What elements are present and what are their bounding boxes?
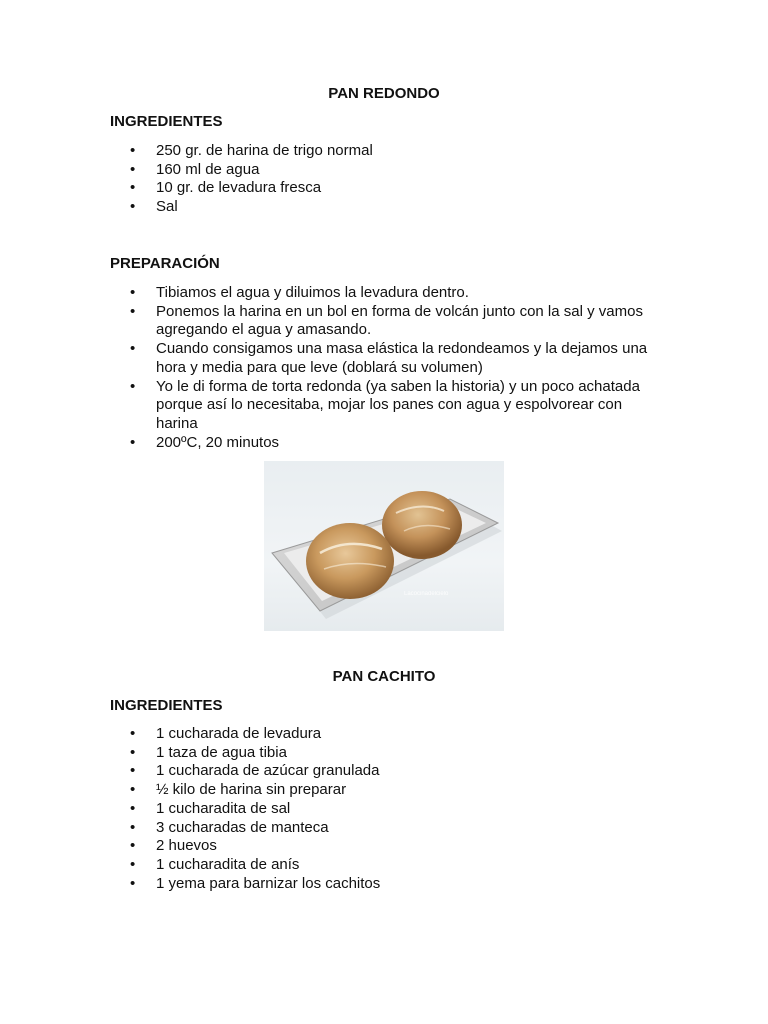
- list-item: • 250 gr. de harina de trigo normal: [130, 142, 650, 161]
- list-item: • Cuando consigamos una masa elástica la redondeamos y la dejamos una hora y media para que leve (doblará su volumen): [130, 340, 650, 377]
- preparation-heading: PREPARACIÓN: [110, 255, 220, 272]
- list-item: • 3 cucharadas de manteca: [130, 819, 650, 838]
- list-item: • 10 gr. de levadura fresca: [130, 179, 650, 198]
- bread-photo: [264, 461, 504, 631]
- recipe-title-pan-cachito: PAN CACHITO: [332, 668, 436, 685]
- list-item: • 160 ml de agua: [130, 161, 650, 180]
- list-item: • 1 cucharada de levadura: [130, 725, 650, 744]
- list-item: • 1 yema para barnizar los cachitos: [130, 875, 650, 894]
- ingredients-heading-2: INGREDIENTES: [110, 697, 223, 714]
- ingredients-list-2: [130, 725, 650, 893]
- list-item: • 1 cucharadita de sal: [130, 800, 650, 819]
- list-item: • ½ kilo de harina sin preparar: [130, 781, 650, 800]
- list-item: • Ponemos la harina en un bol en forma de volcán junto con la sal y vamos agregando el agua y amasando.: [130, 303, 650, 340]
- list-item: • Tibiamos el agua y diluimos la levadura dentro.: [130, 284, 650, 303]
- list-item: • 200ºC, 20 minutos: [130, 434, 650, 453]
- list-item: • Sal: [130, 198, 650, 217]
- photo-watermark: Lacocinadelcielo: [404, 591, 449, 597]
- preparation-steps-list: [130, 284, 650, 452]
- list-item: • 2 huevos: [130, 837, 650, 856]
- ingredients-heading: INGREDIENTES: [110, 113, 223, 130]
- ingredients-list: [130, 142, 650, 217]
- list-item: • Yo le di forma de torta redonda (ya saben la historia) y un poco achatada porque así lo necesitaba, mojar los panes con agua y espolvorear con harina: [130, 378, 650, 434]
- list-item: • 1 cucharada de azúcar granulada: [130, 762, 650, 781]
- list-item: • 1 cucharadita de anís: [130, 856, 650, 875]
- recipe-title-pan-redondo: PAN REDONDO: [328, 85, 440, 102]
- list-item: • 1 taza de agua tibia: [130, 744, 650, 763]
